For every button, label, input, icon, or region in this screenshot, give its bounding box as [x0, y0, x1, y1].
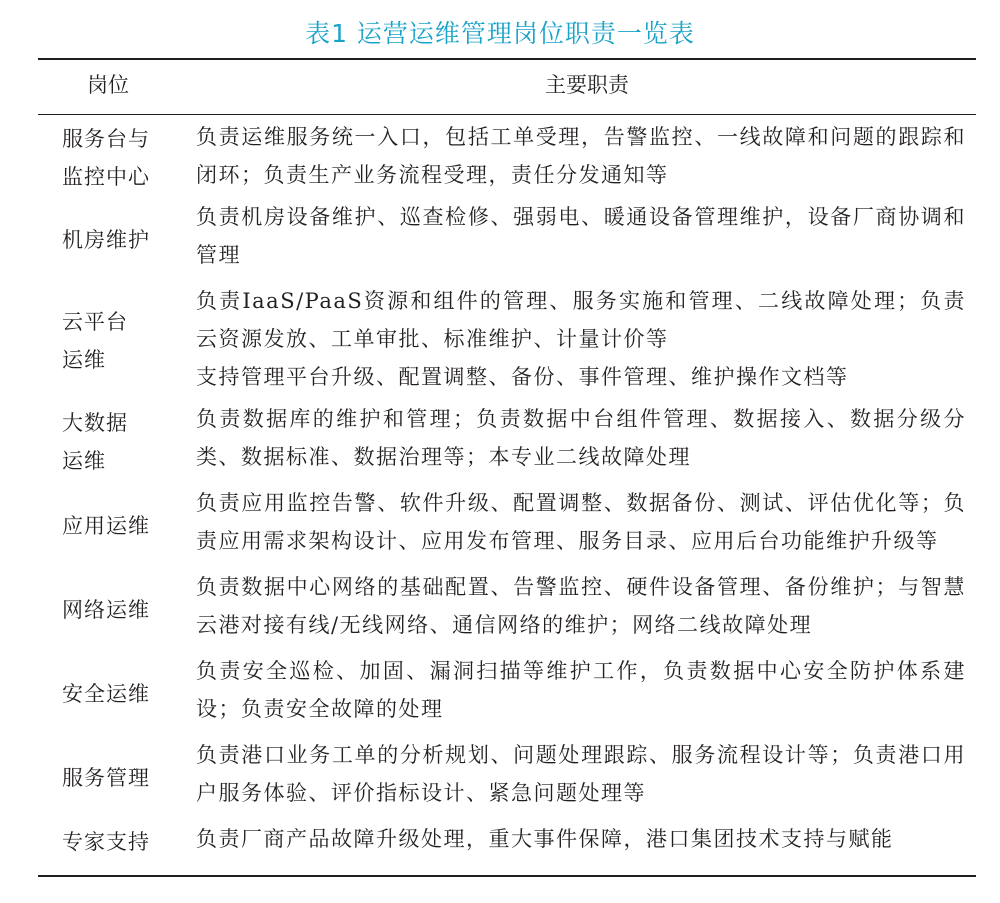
table-header-rule	[38, 114, 976, 115]
duty-text: 负责应用监控告警、软件升级、配置调整、数据备份、测试、评估优化等；负责应用需求架构设计、应用发布管理、服务目录、应用后台功能维护升级等	[196, 491, 966, 553]
post-name: 云平台 运维	[62, 310, 128, 372]
table-header	[38, 60, 976, 114]
table-row	[38, 198, 976, 282]
duty-cell	[176, 198, 966, 282]
post-name: 网络运维	[62, 598, 150, 622]
duty-cell	[176, 282, 966, 400]
duty-cell	[176, 400, 966, 484]
duty-text: 负责机房设备维护、巡查检修、强弱电、暖通设备管理维护，设备厂商协调和管理	[196, 205, 966, 267]
duty-text: 支持管理平台升级、配置调整、备份、事件管理、维护操作文档等	[196, 365, 849, 389]
post-cell	[38, 118, 176, 198]
duty-cell	[176, 568, 966, 652]
header-duty: 主要职责	[545, 73, 629, 97]
post-cell	[38, 568, 176, 652]
table-row	[38, 118, 976, 198]
duty-text: 负责IaaS/PaaS资源和组件的管理、服务实施和管理、二线故障处理；负责云资源发放、工单审批、标准维护、计量计价等	[196, 289, 966, 351]
table-bottom-rule	[38, 875, 976, 877]
post-cell	[38, 198, 176, 282]
duty-text: 负责厂商产品故障升级处理，重大事件保障，港口集团技术支持与赋能	[196, 827, 894, 851]
duty-text: 负责港口业务工单的分析规划、问题处理跟踪、服务流程设计等；负责港口用户服务体验、评价指标设计、紧急问题处理等	[196, 743, 966, 805]
duty-cell	[176, 118, 966, 198]
post-cell	[38, 400, 176, 484]
post-name: 机房维护	[62, 228, 150, 252]
duty-cell	[176, 484, 966, 568]
table-title: 表1 运营运维管理岗位职责一览表	[305, 19, 695, 48]
header-post: 岗位	[87, 73, 129, 97]
post-name: 应用运维	[62, 514, 150, 538]
post-name: 服务管理	[62, 766, 150, 790]
table-row	[38, 652, 976, 736]
post-cell	[38, 484, 176, 568]
table-body	[38, 118, 976, 864]
post-name: 服务台与 监控中心	[62, 127, 150, 189]
table-row	[38, 282, 976, 400]
duty-cell	[176, 736, 966, 820]
duty-text: 负责安全巡检、加固、漏洞扫描等维护工作，负责数据中心安全防护体系建设；负责安全故障的处理	[196, 659, 966, 721]
post-cell	[38, 736, 176, 820]
duty-text: 负责数据库的维护和管理；负责数据中台组件管理、数据接入、数据分级分类、数据标准、数据治理等；本专业二线故障处理	[196, 407, 966, 469]
table-row	[38, 400, 976, 484]
post-cell	[38, 282, 176, 400]
post-name: 安全运维	[62, 682, 150, 706]
duty-text: 负责数据中心网络的基础配置、告警监控、硬件设备管理、备份维护；与智慧云港对接有线/无线网络、通信网络的维护；网络二线故障处理	[196, 575, 966, 637]
duty-text: 负责运维服务统一入口，包括工单受理，告警监控、一线故障和问题的跟踪和闭环；负责生产业务流程受理，责任分发通知等	[196, 125, 966, 187]
table-row	[38, 568, 976, 652]
post-cell	[38, 652, 176, 736]
post-cell	[38, 820, 176, 864]
table-row	[38, 736, 976, 820]
duty-cell	[176, 652, 966, 736]
table-row	[38, 484, 976, 568]
post-name: 大数据 运维	[62, 411, 128, 473]
duty-cell	[176, 820, 966, 864]
post-name: 专家支持	[62, 830, 150, 854]
table-row	[38, 820, 976, 864]
